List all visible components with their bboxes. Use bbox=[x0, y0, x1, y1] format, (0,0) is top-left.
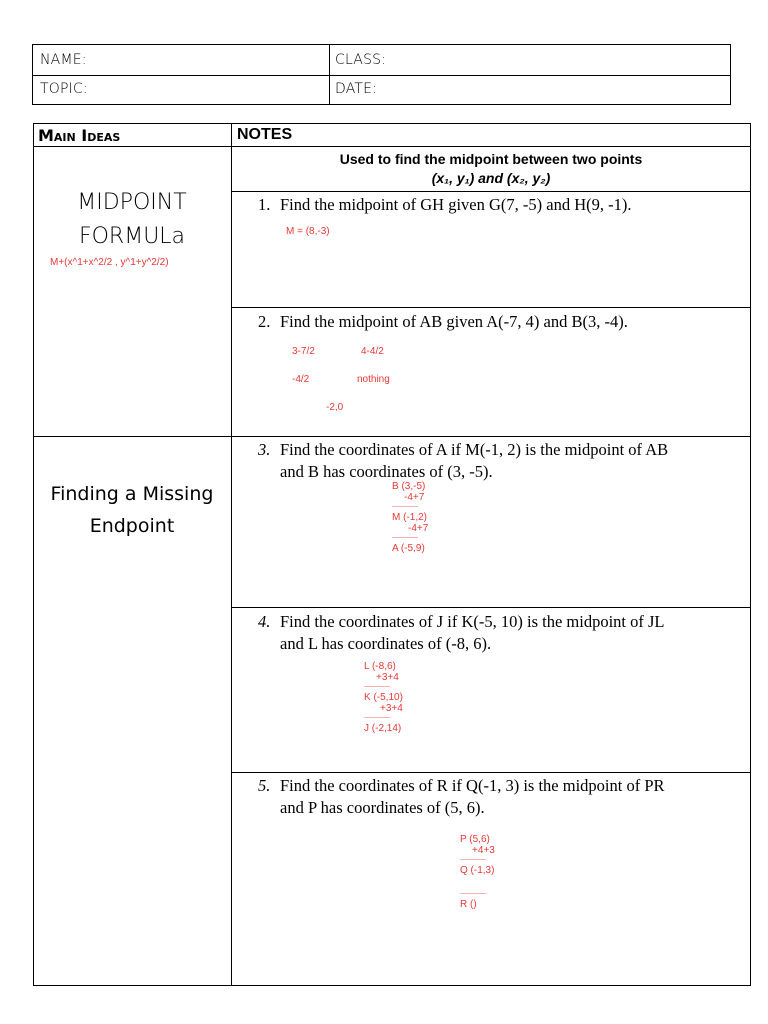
missing-title-line-2: Endpoint bbox=[89, 515, 175, 537]
q3-divider bbox=[231, 607, 751, 608]
q2-work-1: 3-7/2 bbox=[292, 346, 315, 357]
column-divider bbox=[231, 123, 232, 986]
question-4-line-2: and L has coordinates of (-8, 6). bbox=[280, 634, 492, 653]
header-row-divider bbox=[33, 146, 751, 147]
question-5-number: 5. bbox=[258, 776, 271, 795]
q3-work-line: -4+7 bbox=[404, 492, 425, 503]
question-3 bbox=[258, 439, 668, 483]
q2-work-3: -4/2 bbox=[292, 374, 310, 385]
q5-work-line: P (5,6) bbox=[460, 834, 490, 845]
notes-header: NOTES bbox=[237, 126, 293, 143]
name-label: NAME: bbox=[40, 52, 87, 68]
q4-divider bbox=[231, 772, 751, 773]
question-5-line-2: and P has coordinates of (5, 6). bbox=[280, 798, 485, 817]
q4-work-line: ------------- bbox=[364, 715, 390, 721]
midpoint-title-line-1: MIDPOINT bbox=[77, 190, 187, 215]
intro-divider bbox=[231, 191, 751, 192]
question-5-line-1: Find the coordinates of R if Q(-1, 3) is the midpoint of PR bbox=[280, 776, 665, 795]
q3-work-line: A (-5,9) bbox=[392, 543, 425, 554]
question-1-text: Find the midpoint of GH given G(7, -5) and H(9, -1). bbox=[280, 195, 632, 214]
question-1 bbox=[258, 194, 632, 216]
q5-work-line: R () bbox=[460, 899, 477, 910]
question-5 bbox=[258, 775, 665, 819]
q3-work-line: ------------- bbox=[392, 535, 418, 541]
class-label: CLASS: bbox=[335, 52, 387, 68]
q5-work-line: ------------- bbox=[460, 857, 486, 863]
question-1-answer: M = (8,-3) bbox=[286, 226, 330, 237]
q5-work-line: Q (-1,3) bbox=[460, 865, 495, 876]
q2-work-2: 4-4/2 bbox=[361, 346, 384, 357]
q3-work bbox=[392, 481, 428, 554]
q3-work-line: ------------- bbox=[392, 504, 418, 510]
header-divider-h bbox=[32, 75, 731, 76]
q5-work bbox=[460, 834, 495, 910]
topic-label: TOPIC: bbox=[40, 81, 88, 97]
q1-divider bbox=[231, 307, 751, 308]
midpoint-title-line-2: FORMULa bbox=[78, 224, 186, 249]
missing-endpoint-title bbox=[33, 478, 231, 542]
q5-work-line: +4+3 bbox=[472, 845, 495, 856]
q3-work-line: M (-1,2) bbox=[392, 512, 427, 523]
q4-work-line: L (-8,6) bbox=[364, 661, 396, 672]
question-3-line-2: and B has coordinates of (3, -5). bbox=[280, 462, 493, 481]
question-2-text: Find the midpoint of AB given A(-7, 4) and B(3, -4). bbox=[280, 312, 628, 331]
question-2-number: 2. bbox=[258, 312, 271, 331]
question-4-number: 4. bbox=[258, 612, 271, 631]
q2-work-5: -2,0 bbox=[326, 402, 344, 413]
section-divider bbox=[33, 436, 751, 437]
q3-work-line: -4+7 bbox=[408, 523, 429, 534]
question-2 bbox=[258, 311, 628, 333]
q4-work-line: +3+4 bbox=[380, 703, 403, 714]
q4-work bbox=[364, 661, 403, 734]
q2-work-4: nothing bbox=[357, 374, 390, 385]
header-divider-v bbox=[329, 44, 330, 105]
q3-work-line: B (3,-5) bbox=[392, 481, 426, 492]
date-label: DATE: bbox=[335, 81, 378, 97]
question-4-line-1: Find the coordinates of J if K(-5, 10) is the midpoint of JL bbox=[280, 612, 665, 631]
q4-work-line: J (-2,14) bbox=[364, 723, 402, 734]
q5-work-line: ------------- bbox=[460, 891, 486, 897]
intro-line-2: (x₁, y₁) and (x₂, y₂) bbox=[431, 170, 551, 186]
q4-work-line: ------------- bbox=[364, 684, 390, 690]
question-1-number: 1. bbox=[258, 195, 271, 214]
q4-work-line: +3+4 bbox=[376, 672, 399, 683]
intro-line-1: Used to find the midpoint between two points bbox=[339, 151, 643, 167]
formula-note: M+(x^1+x^2/2 , y^1+y^2/2) bbox=[50, 257, 169, 268]
q4-work-line: K (-5,10) bbox=[364, 692, 403, 703]
missing-title-line-1: Finding a Missing bbox=[50, 483, 214, 505]
midpoint-formula-title bbox=[33, 186, 231, 254]
question-3-number: 3. bbox=[258, 440, 271, 459]
question-3-line-1: Find the coordinates of A if M(-1, 2) is the midpoint of AB bbox=[280, 440, 669, 459]
main-ideas-header: Main Ideas bbox=[38, 126, 121, 145]
intro-text bbox=[231, 150, 751, 188]
question-4 bbox=[258, 611, 665, 655]
